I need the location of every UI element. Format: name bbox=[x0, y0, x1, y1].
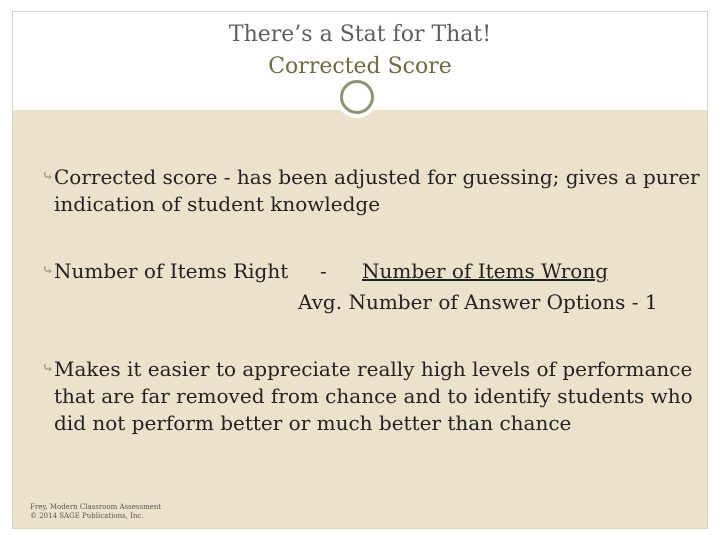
formula-operator: - bbox=[320, 259, 327, 283]
slide-subtitle: Corrected Score bbox=[268, 54, 452, 79]
bullet-performance bbox=[42, 356, 702, 437]
formula-left-term: Number of Items Right bbox=[54, 259, 289, 283]
bullet-corrected-score bbox=[42, 164, 702, 218]
bullet-icon: ⤷ bbox=[42, 263, 54, 279]
footer-line-1: Frey, Modern Classroom Assessment bbox=[30, 503, 162, 511]
ring-ornament-icon bbox=[340, 80, 374, 114]
bullet-text: Corrected score - has been adjusted for guessing; gives a purer indication of student knowledge bbox=[54, 165, 700, 216]
bullet-text: Makes it easier to appreciate really high levels of performance that are far removed from chance and to identify students who did not perform better or much better than chance bbox=[54, 357, 693, 435]
slide-footer bbox=[30, 503, 161, 521]
slide-title: There’s a Stat for That! bbox=[228, 22, 492, 47]
bullet-formula bbox=[42, 258, 662, 320]
bullet-icon: ⤷ bbox=[42, 169, 54, 185]
bullet-icon: ⤷ bbox=[42, 361, 54, 377]
formula-denominator: Avg. Number of Answer Options - 1 bbox=[298, 290, 658, 314]
footer-line-2: © 2014 SAGE Publications, Inc. bbox=[30, 512, 144, 520]
formula-numerator: Number of Items Wrong bbox=[362, 259, 609, 283]
